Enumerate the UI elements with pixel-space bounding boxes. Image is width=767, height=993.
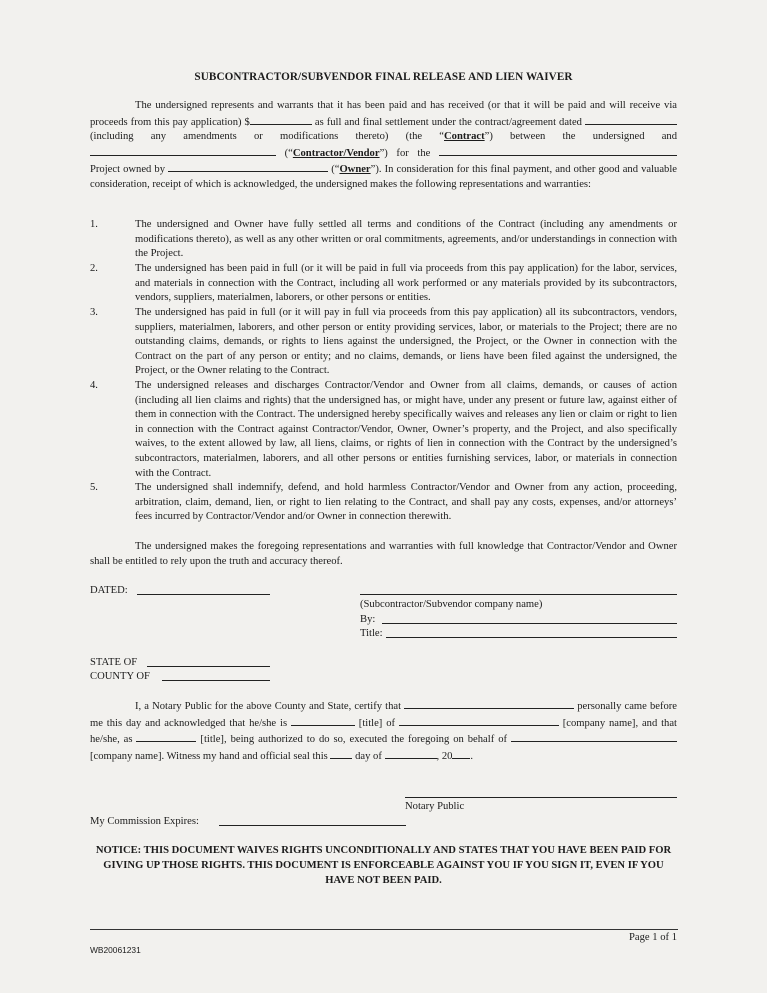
item-text: The undersigned shall indemnify, defend, and hold harmless Contractor/Vendor and Owner from any action, proceeding, arbitration, claim, demand, lien, or right to lien relating to the Contract, and shall pay any costs, expenses, and/or attorneys’ fees incurred by Contractor/Vendor and/or Owner in connection therewith.	[135, 482, 677, 523]
intro-paragraph	[90, 99, 677, 193]
dated-label: DATED:	[90, 585, 128, 596]
intro-text: Project owned by	[90, 164, 169, 176]
list-item	[90, 306, 677, 379]
commission-expires-label: My Commission Expires:	[90, 816, 199, 827]
list-item	[90, 218, 677, 262]
company-name-label: (Subcontractor/Subvendor company name)	[360, 599, 543, 610]
county-label: COUNTY OF	[90, 671, 150, 682]
amount-blank[interactable]	[250, 114, 312, 125]
owner-term: Owner	[339, 164, 371, 176]
contractor-name-blank[interactable]	[90, 145, 276, 156]
item-text: The undersigned releases and discharges Contractor/Vendor and Owner from all claims, demands, or causes of action (including all lien claims and rights) that the undersigned has, or might have, under any present or future law, against either of them in connection with the Contract. The undersigned hereby specifically waives and releases any lien or claim or right to lien in connection with the Contract against Contractor/Vendor, Owner, Owner’s property, and the Project, and also specifically waives, to the extent allowed by law, all liens, claims, or rights of lien in connection with the Contract by the undersigned’s subcontractors, materialmen, laborers, and all other persons or entities furnishing services, labor, or materials in connection with the Contract.	[135, 380, 677, 479]
item-number: 1.	[90, 219, 98, 230]
notary-text: personally came before me this day and acknowledged that he/she is	[90, 701, 677, 729]
intro-text: The undersigned represents and warrants that it has been paid and has received (or that it will be paid and will receive via proceeds from this pay application) $	[90, 100, 677, 128]
by-label: By:	[360, 614, 376, 625]
contract-term: Contract	[444, 131, 485, 143]
notary-paragraph	[90, 698, 677, 764]
notary-text: day of	[352, 750, 385, 762]
item-text: The undersigned has paid in full (or it will pay in full via proceeds from this pay application) all its subcontractors, vendors, suppliers, materialmen, laborers, and other person or entity providing services, labor, or materials to the Project; there are no outstanding claims, demands, or rights to liens against the undersigned, the Project, or the Owner in connection with the Contract on the part of any person or entity; and no claims, demands, or liens have been filed against the undersigned, the Project, or the Owner relating to the Contract.	[135, 307, 677, 377]
intro-text: (“	[276, 147, 293, 159]
intro-text: ”). In consideration for this final payment, and other good and valuable consideration, receipt of which is acknowledged, the undersigned makes the following representations and warranties:	[90, 164, 677, 190]
item-number: 4.	[90, 380, 98, 391]
item-number: 5.	[90, 482, 98, 493]
intro-text: ”) for the	[379, 147, 439, 159]
county-field[interactable]	[162, 680, 270, 681]
notary-text: [title] of	[354, 717, 399, 729]
notice-text: NOTICE: THIS DOCUMENT WAIVES RIGHTS UNCONDITIONALLY AND STATES THAT YOU HAVE BEEN PAID FOR GIVING UP THOSE RIGHTS. THIS DOCUMENT IS ENFORCEABLE AGAINST YOU IF YOU SIGN IT, EVEN IF YOU HAVE NOT BEEN PAID.	[95, 845, 672, 886]
list-item	[90, 262, 677, 306]
state-label: STATE OF	[90, 657, 138, 668]
footer-divider	[90, 929, 678, 930]
project-name-blank[interactable]	[439, 145, 677, 156]
intro-text: ”) between the undersigned and	[484, 131, 677, 143]
item-number: 2.	[90, 263, 98, 274]
notary-signature-field[interactable]	[405, 797, 677, 798]
commission-expires-field[interactable]	[219, 825, 406, 826]
document-title: SUBCONTRACTOR/SUBVENDOR FINAL RELEASE AND LIEN WAIVER	[194, 71, 573, 83]
notary-text: [company name]. Witness my hand and official seal this	[90, 750, 331, 762]
intro-text: (“	[328, 164, 340, 176]
page-number: Page 1 of 1	[629, 932, 677, 943]
title-field[interactable]	[386, 637, 677, 638]
vendor-term: Contractor/Vendor	[292, 147, 380, 159]
signer-company-blank[interactable]	[399, 715, 559, 726]
owner-name-blank[interactable]	[168, 161, 328, 172]
document-id: WB20061231	[90, 945, 141, 955]
list-item	[90, 481, 677, 525]
authority-title-blank[interactable]	[136, 731, 196, 742]
notary-text: [title], being authorized to do so, executed the foregoing on behalf of	[196, 734, 511, 746]
item-text: The undersigned has been paid in full (or it will be paid in full via proceeds from this pay application) for the labor, services, and materials in connection with the Contract, including all work performed or any materials provided by its subcontractors, vendors, suppliers, materialmen, laborers, or other persons or entities.	[135, 263, 677, 304]
intro-text: as full and final settlement under the contract/agreement dated	[311, 116, 585, 128]
by-field[interactable]	[382, 623, 677, 624]
intro-text: (including any amendments or modifications thereto) (the “	[90, 131, 445, 143]
state-field[interactable]	[147, 666, 270, 667]
on-behalf-company-blank[interactable]	[511, 731, 677, 742]
list-item	[90, 379, 677, 481]
notary-text: , 20	[436, 750, 453, 762]
seal-day-blank[interactable]	[330, 748, 352, 759]
dated-field[interactable]	[137, 594, 270, 595]
seal-month-blank[interactable]	[385, 748, 437, 759]
seal-year-blank[interactable]	[452, 748, 470, 759]
item-text: The undersigned and Owner have fully settled all terms and conditions of the Contract (including any amendments or modifications thereto), as well as any other written or oral commitments, agreements, and/or understandings in connection with the Project.	[135, 219, 677, 260]
company-name-field[interactable]	[360, 594, 677, 595]
notary-text: I, a Notary Public for the above County and State, certify that	[135, 701, 405, 712]
signer-title-blank[interactable]	[291, 715, 355, 726]
notary-text: .	[470, 750, 474, 762]
contract-date-blank[interactable]	[585, 114, 677, 125]
closing-paragraph: The undersigned makes the foregoing representations and warranties with full knowledge that Contractor/Vendor and Owner shall be entitled to rely upon the truth and accuracy thereof.	[90, 541, 677, 567]
notary-text: [company name], and that he/she, as	[90, 717, 677, 746]
item-number: 3.	[90, 307, 98, 318]
notary-public-label: Notary Public	[405, 801, 465, 812]
title-label: Title:	[360, 628, 383, 639]
signer-name-blank[interactable]	[404, 698, 574, 709]
